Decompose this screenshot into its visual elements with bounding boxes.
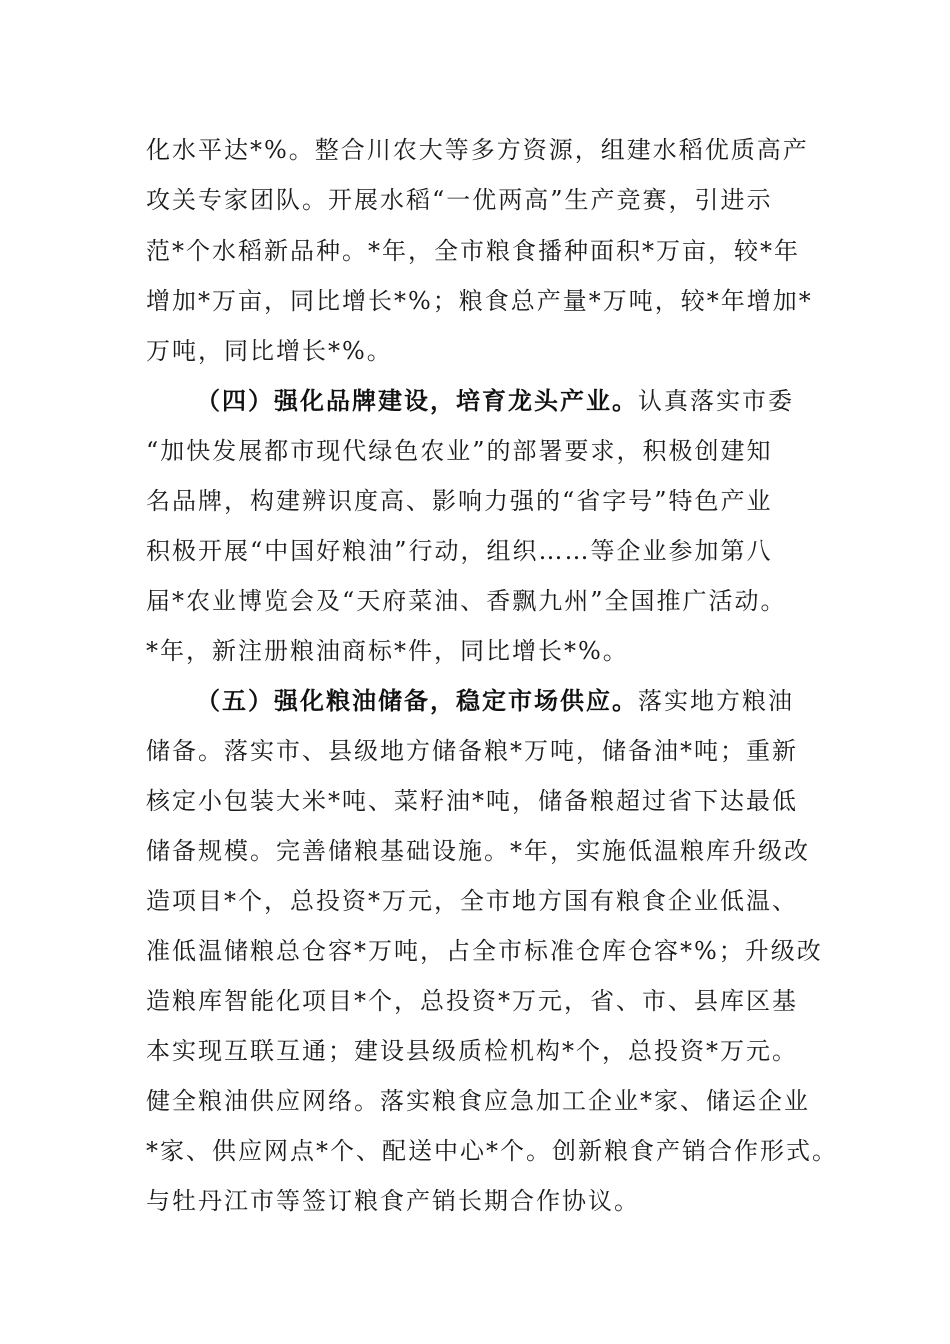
paragraph-line: 届*农业博览会及“天府菜油、香飘九州”全国推广活动。	[146, 587, 787, 615]
section-5-first-line	[196, 686, 794, 716]
paragraph-line: 健全粮油供应网络。落实粮食应急加工企业*家、储运企业	[146, 1087, 810, 1115]
paragraph-line: 积极开展“中国好粮油”行动，组织……等企业参加第八	[146, 537, 773, 565]
section-4-first-line	[196, 386, 794, 416]
paragraph-line: 准低温储粮总仓容*万吨，占全市标准仓库仓容*%；升级改	[146, 937, 823, 965]
paragraph-line: 造项目*个，总投资*万元，全市地方国有粮食企业低温、	[146, 887, 798, 915]
paragraph-line: 万吨，同比增长*%。	[146, 337, 393, 365]
section-5-heading: （五）强化粮油储备，稳定市场供应。	[196, 687, 638, 715]
paragraph-line: 本实现互联互通；建设县级质检机构*个，总投资*万元。	[146, 1037, 798, 1065]
paragraph-line: 核定小包装大米*吨、菜籽油*吨，储备粮超过省下达最低	[146, 787, 798, 815]
paragraph-line: 化水平达*%。整合川农大等多方资源，组建水稻优质高产	[146, 136, 809, 164]
paragraph-line: 储备规模。完善储粮基础设施。*年，实施低温粮库升级改	[146, 837, 810, 865]
paragraph-line: 造粮库智能化项目*个，总投资*万元，省、市、县库区基	[146, 987, 798, 1015]
paragraph-line: 储备。落实市、县级地方储备粮*万吨，储备油*吨；重新	[146, 737, 798, 765]
paragraph-line: 增加*万亩，同比增长*%；粮食总产量*万吨，较*年增加*	[146, 287, 813, 315]
paragraph-line: 范*个水稻新品种。*年，全市粮食播种面积*万亩，较*年	[146, 237, 800, 265]
paragraph-line: *年，新注册粮油商标*件，同比增长*%。	[146, 637, 629, 665]
paragraph-line: *家、供应网点*个、配送中心*个。创新粮食产销合作形式。	[146, 1137, 838, 1165]
paragraph-line: 攻关专家团队。开展水稻“一优两高”生产竞赛，引进示	[146, 186, 773, 214]
paragraph-line: 名品牌，构建辨识度高、影响力强的“省字号”特色产业	[146, 487, 773, 515]
section-4-heading: （四）强化品牌建设，培育龙头产业。	[196, 387, 638, 415]
section-5-text: 落实地方粮油	[638, 687, 794, 715]
paragraph-line: 与牡丹江市等签订粮食产销长期合作协议。	[146, 1187, 640, 1215]
paragraph-line: “加快发展都市现代绿色农业”的部署要求，积极创建知	[146, 437, 773, 465]
section-4-text: 认真落实市委	[638, 387, 794, 415]
